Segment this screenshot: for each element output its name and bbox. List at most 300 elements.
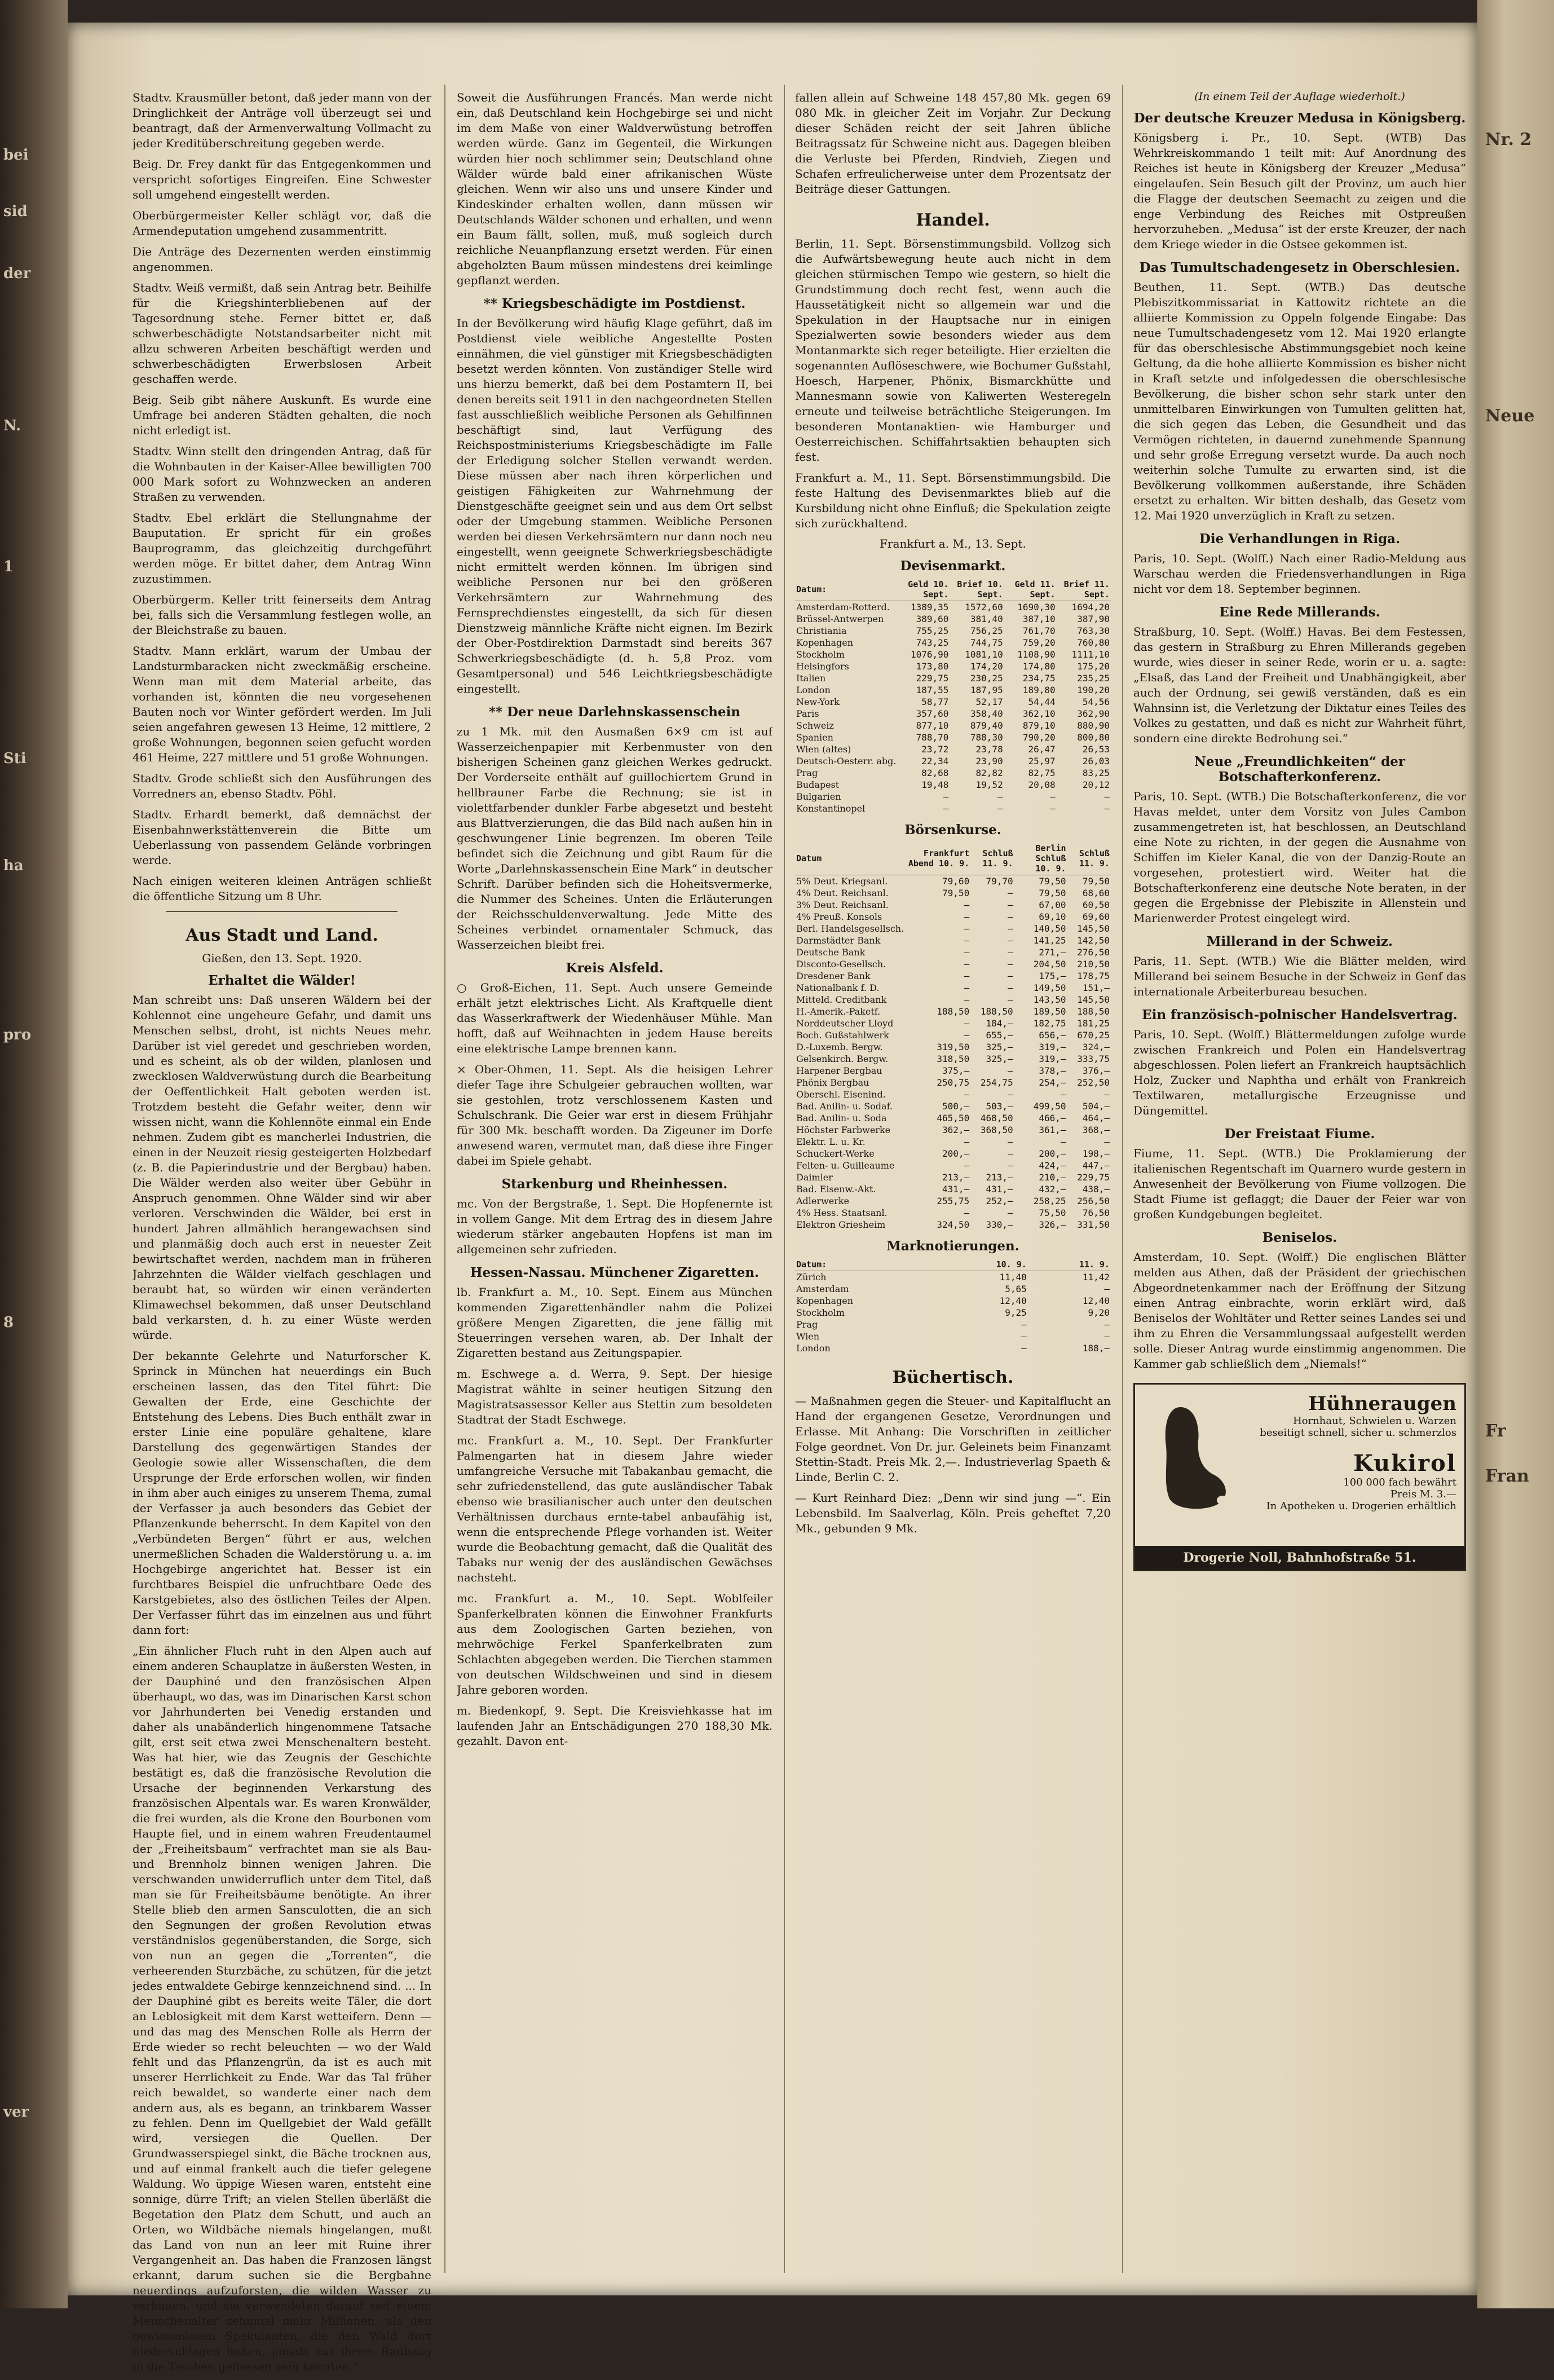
table-cell: 1108,90 [1017,649,1056,660]
table-cell: 254,— [1039,1077,1066,1088]
table-cell: 378,— [1039,1065,1066,1076]
edge-fragment: bei [3,147,29,164]
edge-fragment: Neue [1485,406,1535,426]
table-cell: — [1007,959,1013,969]
table-cell: — [1007,1136,1013,1147]
table-cell: — [1007,900,1013,910]
news-title: Eine Rede Millerands. [1219,605,1380,620]
table-row [795,1283,1111,1295]
edition-note: (In einem Teil der Auflage wiederholt.) [1194,90,1405,103]
table-row [795,613,1111,625]
table-cell: 173,80 [916,661,949,672]
table-cell: 362,— [942,1125,970,1135]
table-row [795,755,1111,767]
table-cell: 760,80 [1077,637,1110,648]
table-cell: 58,77 [921,697,949,707]
table-row [795,1136,1111,1148]
foot-icon [1146,1401,1242,1514]
ad-line: Preis M. 3.— [1390,1488,1456,1500]
table-cell: 149,50 [1033,982,1066,993]
table-cell: Stockholm [796,649,845,660]
table-cell: 60,50 [1082,900,1110,910]
news-title: Beniselos. [1262,1230,1337,1245]
table-cell: 3% Deut. Reichsanl. [796,900,889,910]
table-cell: 79,50 [1082,876,1110,887]
table-title: Börsenkurse. [904,822,1001,838]
table-cell: Prag [796,1319,818,1330]
news-title: Das Tumultschadengesetz in Oberschlesien. [1139,260,1460,275]
table-cell: 4% Preuß. Konsols [796,911,882,922]
table-row [795,899,1111,911]
table-row [795,1100,1111,1112]
table-cell: — [997,791,1003,802]
table-row [795,625,1111,637]
table-row [795,708,1111,720]
table-cell: 9,20 [1088,1307,1110,1318]
table-cell: 229,75 [916,673,949,684]
table-cell: 362,10 [1022,708,1056,719]
table-cell: 188,50 [980,1006,1013,1017]
edge-fragment: Fr [1485,1421,1506,1441]
table-cell: 54,44 [1028,697,1056,707]
table-cell: New-York [796,697,840,707]
edge-fragment: Fran [1485,1466,1529,1486]
table-row [795,1053,1111,1065]
table-cell: 76,50 [1082,1207,1110,1218]
table-cell: 174,20 [970,661,1003,672]
table-cell: 761,70 [1022,625,1056,636]
column-rule [1122,85,1123,2273]
table-cell: — [1104,803,1110,814]
table-cell: Daimler [796,1172,833,1183]
table-cell: 82,68 [921,768,949,778]
table-row [795,1219,1111,1231]
table-cell: — [964,900,970,910]
table-cell: 880,90 [1077,720,1110,731]
table-cell: 175,20 [1077,661,1110,672]
column-header: Brief 10. Sept. [950,578,1004,601]
divider [166,911,398,912]
dateline: Gießen, den 13. Sept. 1920. [202,951,362,965]
table-cell: 325,— [986,1042,1013,1052]
table-cell: 54,56 [1082,697,1110,707]
paragraph: Stadtv. Erhardt bemerkt, daß demnächst der Eisenbahnwerkstättenverein die Bitte um Ueberlassung von passendem Gelände vorbringen werde. [133,808,431,867]
table-cell: Helsingfors [796,661,849,672]
table-cell: 213,— [986,1172,1013,1183]
right-page-edge [1477,0,1554,2308]
table-cell: 387,10 [1022,614,1056,624]
table-cell: 743,25 [916,637,949,648]
paragraph: mc. Frankfurt a. M., 10. Sept. Woblfeiler Spanferkelbraten können die Einwohner Frankfurts aus dem Zoologischen Garten beziehen, von mehrwöchige Ferkel Spanferkelbraten zum Schlachten abgegeben werden. Die Tierchen stammen von deutschen Wildschweinen und sind in diesem Jahre geboren worden. [457,1592,772,1696]
table-cell: 229,75 [1077,1172,1110,1183]
table-cell: 23,78 [975,744,1003,755]
column-header: Berlin Schluß 10. 9. [1014,842,1067,875]
table-cell: 210,50 [1077,959,1110,969]
table-cell: 319,50 [937,1042,970,1052]
table-cell: 504,— [1082,1101,1110,1112]
table-cell: 23,72 [921,744,949,755]
table-cell: 319,— [1039,1042,1066,1052]
table-cell: 431,— [942,1184,970,1195]
paragraph: — Kurt Reinhard Diez: „Denn wir sind jung —“. Ein Lebensbild. Im Saalverlag, Köln. Preis geheftet 7,20 Mk., gebunden 9 Mk. [795,1491,1111,1535]
table-cell: — [1007,1089,1013,1100]
paragraph: Nach einigen weiteren kleinen Anträgen schließt die öffentliche Sitzung um 8 Uhr. [133,874,431,903]
table-cell: 204,50 [1033,959,1066,969]
table-cell: London [796,685,831,695]
table-cell: 324,— [1082,1042,1110,1052]
table-cell: 235,25 [1077,673,1110,684]
paragraph: Stadtv. Grode schließt sich den Ausführungen des Vorredners an, ebenso Stadtv. Pöhl. [133,772,431,800]
ad-line: beseitigt schnell, sicher u. schmerzlos [1260,1427,1456,1439]
table-cell: Dresdener Bank [796,971,871,981]
table-cell: 187,55 [916,685,949,695]
region-title: Hessen-Nassau. Münchener Zigaretten. [470,1265,760,1280]
news-title: Der deutsche Kreuzer Medusa in Königsberg. [1133,111,1466,126]
table-cell: 368,— [1082,1125,1110,1135]
table-cell: — [1104,1331,1110,1342]
table-cell: Gelsenkirch. Bergw. [796,1054,889,1064]
column-header: Schluß 11. 9. [1067,842,1111,875]
table-cell: 790,20 [1022,732,1056,743]
table-row [795,994,1111,1006]
paragraph: lb. Frankfurt a. M., 10. Sept. Einem aus München kommenden Zigarettenhändler nahm die Polizei größere Mengen Zigaretten, die jene fällig mit Steuerringen versehen waren, ab. Der Inhalt der Zigaretten bestand aus Zeitungspapier. [457,1285,772,1360]
paragraph: m. Eschwege a. d. Werra, 9. Sept. Der hiesige Magistrat wählte in seiner heutigen Sitzung den Magistratsassessor Keller aus Stettin zum besoldeten Stadtrat der Stadt Eschwege. [457,1367,772,1426]
region-title: Kreis Alsfeld. [566,960,664,976]
table-cell: London [796,1343,831,1354]
table-cell: 375,— [942,1065,970,1076]
column-header: Schluß 11. 9. [970,842,1014,875]
table-row [795,1112,1111,1124]
column-3 [795,90,1111,1542]
table-row [795,1195,1111,1207]
table-cell: 190,20 [1077,685,1110,695]
boersen-table [795,842,1111,1231]
paragraph: — Maßnahmen gegen die Steuer- und Kapitalflucht an Hand der ergangenen Gesetze, Verordnungen und Erlasse. Mit Anhang: Die Vorschriften in zeitlicher Folge geordnet. Von Dr. jur. Geleinets beim Finanzamt Stettin-Stadt. Preis Mk. 2,—. Industrieverlag Spaeth & Linde, Berlin C. 2. [795,1394,1111,1484]
table-cell: Bad. Anilin- u. Sodaf. [796,1101,893,1112]
table-cell: 1694,20 [1071,602,1110,612]
table-cell: Deutsche Bank [796,947,866,958]
table-cell: 151,— [1082,982,1110,993]
table-cell: Wien (altes) [796,744,851,755]
paragraph: Man schreibt uns: Daß unseren Wäldern bei der Kohlennot eine ungeheure Gefahr, und damit uns Menschen selbst, droht, ist nichts Neues mehr. Darüber ist viel geredet und geschrieben worden, und es scheint, als ob der wilden, planlosen und zwecklosen Waldverwüstung durch die Bearbeitung der Oeffentlichkeit Halt geboten werden ist. Trotzdem besteht die Gefahr weiter, denn wir wissen nicht, wann die Kohlennöte einmal ein Ende nehmen. Zudem gibt es mancherlei Industrien, die einen in der Neuzeit riesig gesteigerten Holzbedarf (z. B. die Papierindustrie und der Bergbau) haben. Die Wälder werden also weiter über Gebühr in Anspruch genommen. Ohne Wälder sind wir aber verloren. Verschwinden die Wälder, bei erst in hundert Jahren allmählich herangewachsen sind und planmäßig doch auch erst in neuester Zeit bewirtschaftet werden, nachdem man in früheren Jahrzehnten die Wälder vielfach geschlagen und beraubt hat, so würden wir einen veränderten Klimawechsel bekommen, daß unser Deutschland bald verkarsten, d. h. zu einer Wüste werden würde. [133,993,431,1342]
column-2 [457,90,772,1755]
table-cell: 362,90 [1077,708,1110,719]
column-header: Brief 11. Sept. [1057,578,1111,601]
paragraph: Oberbürgerm. Keller tritt feinerseits dem Antrag bei, falls sich die Versammlung festlegen wolle, an der Bleichstraße zu bauen. [133,593,431,637]
table-row [795,1330,1111,1342]
edge-fragment: Nr. 2 [1485,130,1532,149]
table-cell: Oberschl. Eisenind. [796,1089,886,1100]
table-cell: 755,25 [916,625,949,636]
edge-fragment: ha [3,857,24,874]
column-header: Geld 10. Sept. [897,578,950,601]
table-cell: 464,— [1082,1113,1110,1123]
table-cell: Berl. Handelsgesellsch. [796,923,904,934]
ad-line: 100 000 fach bewährt [1343,1477,1456,1488]
table-cell: 1690,30 [1017,602,1056,612]
table-cell: — [964,1136,970,1147]
table-row [795,1088,1111,1100]
table-cell: 357,60 [916,708,949,719]
table-cell: 387,90 [1077,614,1110,624]
table-cell: — [1104,1284,1110,1294]
table-cell: 1111,10 [1071,649,1110,660]
table-cell: 26,53 [1082,744,1110,755]
table-cell: 431,— [986,1184,1013,1195]
table-row [795,982,1111,994]
table-cell: Boch. Gußstahlwerk [796,1030,889,1041]
table-cell: — [964,947,970,958]
table-cell: 5,65 [1005,1284,1027,1294]
ad-title: Hühneraugen [1308,1392,1456,1415]
table-row [795,1017,1111,1029]
table-cell: 188,— [1082,1343,1110,1354]
table-row [795,791,1111,803]
table-cell: 333,75 [1077,1054,1110,1064]
table-cell: 182,75 [1033,1018,1066,1029]
edge-fragment: Sti [3,750,27,767]
table-cell: 879,40 [970,720,1003,731]
table-row [795,1171,1111,1183]
table-cell: 181,25 [1077,1018,1110,1029]
table-cell: Christiania [796,625,847,636]
table-cell: 75,50 [1039,1207,1066,1218]
table-cell: 319,— [1039,1054,1066,1064]
table-row [795,1342,1111,1354]
table-row [795,1160,1111,1171]
news-title: ** Kriegsbeschädigte im Postdienst. [483,296,746,311]
table-row [795,935,1111,946]
table-cell: Phönix Bergbau [796,1077,869,1088]
table-cell: — [964,959,970,969]
table-cell: — [1060,1136,1066,1147]
table-cell: — [1104,791,1110,802]
table-cell: 69,10 [1039,911,1066,922]
table-cell: 23,90 [975,756,1003,766]
table-row [795,1029,1111,1041]
table-cell: — [1007,935,1013,946]
column-header: 11. 9. [1028,1258,1111,1271]
edge-fragment: sid [3,203,28,220]
table-cell: Amsterdam-Rotterd. [796,602,890,612]
table-cell: 744,75 [970,637,1003,648]
paragraph: Straßburg, 10. Sept. (Wolff.) Havas. Bei dem Festessen, das gestern in Straßburg zu Ehren Millerands gegeben wurde, wies dieser in seiner Rede, worin er u. a. sagte: „Elsaß, das Land der Freiheit und Unabhängigkeit, aber auch der Ordnung, sei gewiß verständen, daß es ein Wahnsinn ist, die Verletzung der Diktatur eines Teiles des Volkes zu gestatten, und daß es nicht zur Wahrheit führt, sondern eine direkte Bedrohung sei.“ [1133,625,1466,745]
news-title: Der Freistaat Fiume. [1224,1126,1375,1141]
paragraph: m. Biedenkopf, 9. Sept. Die Kreisviehkasse hat im laufenden Jahr an Entschädigungen 270 188,30 Mk. gezahlt. Davon ent- [457,1704,772,1748]
table-cell: — [964,982,970,993]
table-cell: 12,40 [1082,1295,1110,1306]
table-cell: 447,— [1082,1160,1110,1171]
paragraph: × Ober-Ohmen, 11. Sept. Als die heisigen Lehrer diefer Tage ihre Schulgeier gebrauchen wollten, war sie gestohlen, trotz verschlossenem Kasten und Schulschrank. Die Geier war erst in diesem Frühjahr für 300 Mk. beschafft worden. Da Zigeuner im Dorfe anwesend waren, vermutet man, daß diese ihre Finger dabei im Spiele gehabt. [457,1063,772,1167]
table-cell: 250,75 [937,1077,970,1088]
table-cell: Harpener Bergbau [796,1065,882,1076]
table-cell: Paris [796,708,819,719]
table-row [795,958,1111,970]
ad-footer: Drogerie Noll, Bahnhofstraße 51. [1135,1546,1464,1570]
table-cell: 189,80 [1022,685,1056,695]
section-title: Büchertisch. [892,1368,1014,1387]
table-row [795,720,1111,731]
table-row [795,1065,1111,1077]
table-cell: 20,12 [1082,779,1110,790]
table-cell: — [1021,1331,1027,1342]
news-title: ** Der neue Darlehnskassenschein [488,704,741,720]
table-row [795,684,1111,696]
table-cell: Stockholm [796,1307,845,1318]
table-cell: — [1007,1160,1013,1171]
paragraph: Paris, 10. Sept. (Wolff.) Blättermeldungen zufolge wurde zwischen Frankreich und Polen ein Handelsvertrag abgeschlossen. Polen liefert an Frankreich hauptsächlich Holz, Zucker und Naphtha und erhält von Frankreich Textilwaren, metallurgische Erzeugnisse und Düngemittel. [1133,1028,1466,1117]
table-cell: 174,80 [1022,661,1056,672]
table-cell: — [1007,888,1013,898]
table-row [795,923,1111,935]
news-title: Millerand in der Schweiz. [1206,934,1393,949]
table-cell: Schweiz [796,720,834,731]
table-title: Devisenmarkt. [900,558,1006,574]
table-cell: — [943,791,949,802]
table-cell: 389,60 [916,614,949,624]
table-row [795,1207,1111,1219]
paragraph: ○ Groß-Eichen, 11. Sept. Auch unsere Gemeinde erhält jetzt elektrisches Licht. Als Kraftquelle dient das Wasserkraftwerk der Wiedenhäuser Mühle. Man hofft, daß auf Weihnachten in jedem Hause bereits eine elektrische Lampe brennen kann. [457,981,772,1055]
table-row [795,1041,1111,1053]
table-cell: — [964,1030,970,1041]
paragraph: Stadtv. Winn stellt den dringenden Antrag, daß für die Wohnbauten in der Kaiser-Allee bewilligten 700 000 Mark sofort zu Wohnzwecken an anderen Straßen zu verwenden. [133,444,431,504]
table-cell: 254,75 [980,1077,1013,1088]
table-cell: Höchster Farbwerke [796,1125,891,1135]
table-cell: 256,50 [1077,1196,1110,1206]
table-row [795,660,1111,672]
table-cell: Darmstädter Bank [796,935,881,946]
table-cell: Felten- u. Guilleaume [796,1160,895,1171]
table-cell: Italien [796,673,826,684]
devisen-table [795,578,1111,814]
table-row [795,779,1111,791]
table-cell: 763,30 [1077,625,1110,636]
table-cell: 325,— [986,1054,1013,1064]
table-cell: Mitteld. Creditbank [796,994,887,1005]
mark-table [795,1258,1111,1354]
column-header: Frankfurt Abend 10. 9. [905,842,970,875]
edge-fragment: ver [3,2104,29,2121]
table-cell: — [1021,1343,1027,1354]
table-cell: — [1007,971,1013,981]
table-cell: — [964,923,970,934]
table-cell: 200,— [942,1148,970,1159]
table-cell: 213,— [942,1172,970,1183]
table-cell: Elektron Griesheim [796,1219,886,1230]
table-cell: Brüssel-Antwerpen [796,614,884,624]
paragraph: zu 1 Mk. mit den Ausmaßen 6×9 cm ist auf Wasserzeichenpapier mit Kerbenmuster von den bisherigen Scheinen ganz gleichen Werkes gedruckt. Der Vorderseite enthält auf guillochiertem Grund in hellbrauner Farbe die Rechnung; sie ist in violettfarbender dunkler Farbe abgesetzt und besteht aus Blattverzierungen, die das Bild nach außen hin in geschwungener Linie begrenzen. Im oberen Teile befindet sich die Zeichnung und gibt Raum für die Worte „Darlehnskassenschein Eine Mark“ in deutscher Schrift. Darüber befinden sich die Hoheitsvermerke, die Nummer des Scheines. Unten die Erläuterungen der Reichsschuldenverwaltung. Jede Mitte des Scheines verbindet ornamentaler Schmuck, das Wasserzeichen bleibt frei. [457,725,772,951]
table-cell: 4% Hess. Staatsanl. [796,1207,888,1218]
table-cell: 438,— [1082,1184,1110,1195]
table-cell: 879,10 [1022,720,1056,731]
column-header: Datum [795,842,905,875]
table-cell: 230,25 [970,673,1003,684]
table-cell: Kopenhagen [796,637,854,648]
table-cell: 1081,10 [965,649,1003,660]
table-cell: 424,— [1039,1160,1066,1171]
table-cell: 258,25 [1033,1196,1066,1206]
edge-fragment: pro [3,1026,32,1043]
table-cell: — [997,803,1003,814]
table-cell: 82,75 [1028,768,1056,778]
newspaper-page [68,23,1477,2373]
paragraph: fallen allein auf Schweine 148 457,80 Mk. gegen 69 080 Mk. in gleicher Zeit im Vorjahr. Zur Deckung dieser Schäden reicht der seit Jahren übliche Beitragssatz für Schweine nicht aus. Dagegen bleiben die Verluste bei Pferden, Rindvieh, Ziegen und Schafen erfreulicherweise unter dem Prozentsatz der Beiträge dieser Gattungen. [795,91,1111,196]
table-cell: 1389,35 [910,602,949,612]
table-cell: 376,— [1082,1065,1110,1076]
table-cell: — [1104,1136,1110,1147]
table-cell: — [1007,947,1013,958]
news-title: Ein französisch-polnischer Handelsvertrag. [1142,1007,1458,1022]
ad-line: Hornhaut, Schwielen u. Warzen [1293,1415,1456,1427]
table-cell: 276,50 [1077,947,1110,958]
table-cell: 252,50 [1077,1077,1110,1088]
section-title: Handel. [916,210,990,230]
column-header: Datum: [795,578,897,601]
table-cell: 4% Deut. Reichsanl. [796,888,889,898]
left-page-edge [0,0,68,2308]
edge-fragment: der [3,265,31,282]
table-cell: 19,48 [921,779,949,790]
table-row [795,1319,1111,1330]
table-cell: D.-Luxemb. Bergw. [796,1042,883,1052]
paragraph: Soweit die Ausführungen Francés. Man werde nicht ein, daß Deutschland kein Hochgebirge sei und nicht im dem Maße von einer Waldverwüstung betroffen werden würde. Ganz im Gegenteil, die Wirkungen würden hier noch schlimmer sein; Deutschland ohne Wälder würde bald einer afrikanischen Wüste gleichen. Wenn wir also uns und unsere Kinder und Kindeskinder erhalten wollen, dann müssen wir Deutschlands Wälder schonen und erhalten, und wenn ein Baum fällt, sollen, muß, muß sogleich durch reichliche Neuanpflanzung ersetzt werden. Für einen abgeholzten Baum müssen mindestens drei keimlinge gepflanzt werden. [457,91,772,287]
table-cell: 142,50 [1077,935,1110,946]
table-cell: 499,50 [1033,1101,1066,1112]
table-row [795,731,1111,743]
table-cell: Bad. Eisenw.-Akt. [796,1184,876,1195]
table-row [795,1148,1111,1160]
table-row [795,970,1111,982]
table-cell: 175,— [1039,971,1066,981]
table-cell: — [1007,923,1013,934]
table-cell: 358,40 [970,708,1003,719]
edge-fragment: 8 [3,1314,14,1331]
table-cell: 19,52 [975,779,1003,790]
table-cell: 178,75 [1077,971,1110,981]
table-cell: 188,50 [937,1006,970,1017]
table-cell: 145,50 [1077,994,1110,1005]
table-cell: — [964,971,970,981]
table-row [795,1307,1111,1319]
table-cell: 83,25 [1082,768,1110,778]
table-cell: 330,— [986,1219,1013,1230]
table-cell: 759,20 [1022,637,1056,648]
table-cell: 188,50 [1077,1006,1110,1017]
table-cell: — [1050,803,1056,814]
table-cell: — [1007,1207,1013,1218]
table-cell: — [1060,1089,1066,1100]
table-cell: — [943,803,949,814]
table-cell: 11,42 [1082,1272,1110,1282]
table-cell: 141,25 [1033,935,1066,946]
table-cell: 210,— [1039,1172,1066,1183]
table-cell: Kopenhagen [796,1295,854,1306]
paragraph: Beig. Seib gibt nähere Auskunft. Es wurde eine Umfrage bei anderen Städten gehalten, die noch nicht erledigt ist. [133,393,431,437]
table-cell: 26,47 [1028,744,1056,755]
column-header: Geld 11. Sept. [1004,578,1057,601]
paragraph: mc. Von der Bergstraße, 1. Sept. Die Hopfenernte ist in vollem Gange. Mit dem Ertrag des in diesem Jahre wiederum stärker angebauten Hopfens ist man im allgemeinen sehr zufrieden. [457,1197,772,1256]
table-cell: 432,— [1039,1184,1066,1195]
table-row [795,767,1111,779]
table-cell: 69,60 [1082,911,1110,922]
column-header: Datum: [795,1258,945,1271]
table-cell: 25,97 [1028,756,1056,766]
table-cell: Disconto-Gesellsch. [796,959,886,969]
paragraph: Stadtv. Ebel erklärt die Stellungnahme der Bauputation. Er spricht für ein großes Bauprogramm, das gleichzeitig durchgeführt werden möge. Er bittet daher, dem Antrag Winn zuzustimmen. [133,511,431,585]
table-cell: — [1007,1148,1013,1159]
table-cell: 800,80 [1077,732,1110,743]
table-cell: 22,34 [921,756,949,766]
